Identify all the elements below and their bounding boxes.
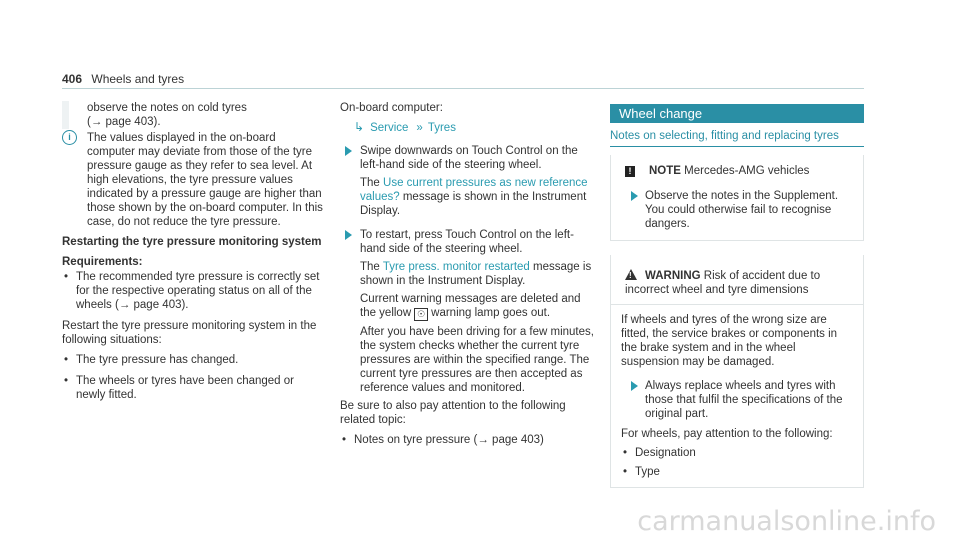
watermark: carmanualsonline.info: [637, 506, 936, 537]
menu-path: [340, 120, 598, 135]
info-note: [62, 131, 324, 229]
info-icon: i: [62, 130, 77, 145]
list-item: • The tyre pressure has changed.: [62, 353, 324, 367]
note-text: Mercedes-AMG vehicles: [684, 165, 810, 177]
section-heading-restart: Restarting the tyre pressure monitoring system: [62, 236, 322, 248]
tyre-pressure-warning-icon: ☉: [414, 308, 428, 321]
step-arrow-icon: [631, 381, 638, 391]
exclamation-icon: !: [625, 166, 635, 177]
step-swipe: [340, 144, 598, 218]
situations-list: [62, 353, 324, 402]
page-header: [62, 72, 184, 86]
requirements-label: Requirements:: [62, 256, 143, 268]
note-heading: [611, 155, 863, 185]
warning-triangle-icon: !: [625, 269, 637, 280]
page-number: 406: [62, 72, 83, 86]
note-step: [611, 189, 863, 240]
step-restart: [340, 228, 598, 395]
warning-label: WARNING: [645, 270, 701, 282]
onboard-computer-label: On-board computer:: [340, 102, 443, 114]
section-band-title: Wheel change: [610, 104, 864, 123]
note-step-text: Observe the notes in the Supplement. You could otherwise fail to recognise dangers.: [645, 190, 839, 230]
continued-text-2: (→ page 403).: [87, 116, 161, 128]
menu-arrow-icon: ↳: [354, 120, 365, 134]
related-topic-intro: Be sure to also pay attention to the following related topic:: [340, 400, 566, 426]
restart-situations-intro: Restart the tyre pressure monitoring system in the following situations:: [62, 320, 317, 346]
wheel-attributes-list: [611, 441, 863, 479]
continued-step: [62, 101, 324, 129]
menu-tyres: Tyres: [427, 122, 456, 134]
continued-text-1: observe the notes on cold tyres: [87, 102, 247, 114]
column-middle: [340, 101, 598, 454]
warning-title: Risk of accident due to incorrect wheel and tyre dimensions: [625, 270, 821, 296]
step-result: The Use current pressures as new reference values? message is shown in the Instrument Display.: [360, 177, 588, 217]
column-right: [610, 104, 864, 488]
step-result: The Tyre press. monitor restarted message is shown in the Instrument Display.: [360, 261, 592, 287]
warning-heading: [611, 255, 863, 305]
info-note-text: The values displayed in the on-board computer may deviate from those of the tyre pressure gauge as they refer to sea level. At high elevations, the tyre pressure values indicated by a pressure gauge are higher than those shown by the on-board computer. In this case, do not reduce the tyre pressure.: [87, 132, 323, 228]
related-list: [340, 433, 598, 447]
display-message-link: Tyre press. monitor restarted: [382, 261, 530, 273]
note-box: [610, 155, 864, 241]
warning-step: [611, 379, 863, 421]
section-title: Wheels and tyres: [91, 72, 185, 86]
header-divider: [62, 88, 864, 89]
for-wheels-intro: For wheels, pay attention to the following:: [621, 428, 833, 440]
menu-service: Service: [370, 122, 409, 134]
step-text: Swipe downwards on Touch Control on the left-hand side of the steering wheel.: [360, 145, 578, 171]
display-message-link: Use current pressures as new reference values?: [360, 177, 588, 203]
warning-text: If wheels and tyres of the wrong size are fitted, the service brakes or components in the brake system and in the wheel suspension may be damaged.: [621, 314, 838, 368]
subsection-title: Notes on selecting, fitting and replacing tyres: [610, 129, 864, 147]
list-item: • The wheels or tyres have been changed or newly fitted.: [62, 374, 324, 402]
step-arrow-icon: [345, 230, 352, 240]
column-left: [62, 101, 324, 409]
list-item: • The recommended tyre pressure is correctly set for the respective operating status on all of the wheels (→ page 403).: [62, 270, 324, 312]
list-item: • Notes on tyre pressure (→ page 403): [340, 433, 598, 447]
warning-box: [610, 255, 864, 488]
list-item: • Designation: [621, 446, 853, 460]
step-arrow-icon: [631, 191, 638, 201]
step-arrow-icon: [345, 146, 352, 156]
warning-lamp-text: Current warning messages are deleted and the yellow ☉ warning lamp goes out.: [360, 293, 581, 319]
step-text: To restart, press Touch Control on the left-hand side of the steering wheel.: [360, 229, 574, 255]
double-chevron-icon: »: [416, 122, 423, 134]
acceptance-text: After you have been driving for a few minutes, the system checks whether the current tyre pressures are within the specified range. The current tyre pressures are then accepted as reference values and monitored.: [360, 326, 594, 394]
warning-step-text: Always replace wheels and tyres with those that fulfil the specifications of the original part.: [645, 380, 843, 420]
requirements-list: [62, 270, 324, 312]
note-label: NOTE: [649, 165, 681, 177]
list-item: • Type: [621, 465, 853, 479]
